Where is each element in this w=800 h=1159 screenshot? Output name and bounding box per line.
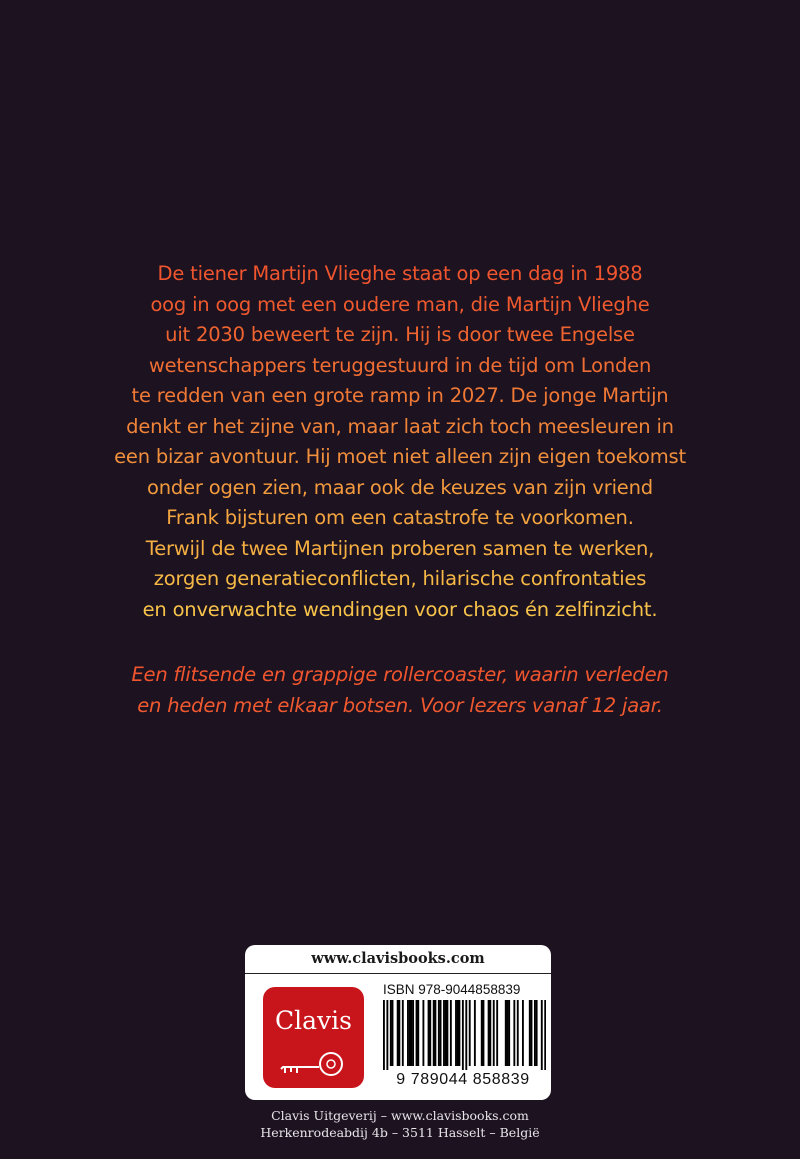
blurb-line: oog in oog met een oudere man, die Martijn Vlieghe: [150, 292, 650, 316]
logo-wordmark: Clavis: [275, 1006, 352, 1035]
barcode-bar: [429, 1000, 431, 1066]
barcode-bar: [455, 1000, 457, 1066]
barcode-bar: [390, 1000, 392, 1066]
barcode-bar: [544, 1000, 546, 1070]
blurb-line: denkt er het zijne van, maar laat zich toch meesleuren in: [126, 414, 674, 438]
barcode-bar: [422, 1000, 424, 1066]
barcode-bar: [488, 1000, 490, 1066]
barcode-bar: [474, 1000, 476, 1066]
barcode-bar: [392, 1000, 394, 1066]
barcode-bar: [489, 1000, 491, 1066]
barcode-bar: [386, 1000, 388, 1070]
blurb-line: wetenschappers teruggestuurd in de tijd om Londen: [148, 353, 652, 377]
barcode-bar: [433, 1000, 435, 1066]
barcode-digits: 9 789044 858839: [396, 1071, 530, 1088]
barcode-bar: [450, 1000, 452, 1066]
barcode-bar: [465, 1000, 467, 1070]
tagline-line: Een flitsende en grappige rollercoaster, waarin verleden: [131, 663, 669, 686]
barcode-bar: [517, 1000, 519, 1066]
barcode-bar: [458, 1000, 460, 1066]
divider: [245, 973, 551, 974]
barcode-bar: [428, 1000, 430, 1066]
blurb-line: een bizar avontuur. Hij moet niet alleen zijn eigen toekomst: [114, 445, 686, 468]
barcode-bar: [417, 1000, 419, 1066]
back-cover-blurb: [0, 259, 800, 625]
blurb-line: zorgen generatieconflicten, hilarische confrontaties: [153, 567, 647, 590]
isbn-label: ISBN 978-9044858839: [383, 982, 521, 997]
barcode-bar: [534, 1000, 536, 1066]
barcode-bar: [507, 1000, 509, 1066]
barcode-bar: [481, 1000, 483, 1066]
blurb-line: De tiener Martijn Vlieghe staat op een dag in 1988: [157, 262, 643, 285]
barcode-bar: [541, 1000, 543, 1070]
barcode-bar: [446, 1000, 448, 1066]
barcode-bar: [513, 1000, 515, 1066]
barcode-bar: [522, 1000, 524, 1066]
barcode-bar: [529, 1000, 531, 1066]
barcode-bar: [397, 1000, 399, 1066]
publisher-website: www.clavisbooks.com: [311, 950, 485, 967]
barcode-bar: [412, 1000, 414, 1066]
barcode-bar: [383, 1000, 385, 1070]
barcode-bar: [443, 1000, 445, 1066]
barcode-bar: [496, 1000, 498, 1066]
barcode-bar: [410, 1000, 412, 1066]
barcode-bar: [508, 1000, 510, 1066]
barcode-bar: [438, 1000, 440, 1066]
clavis-logo: [263, 987, 364, 1088]
publisher-label: [245, 945, 551, 1100]
barcode-bar: [402, 1000, 404, 1066]
blurb-line: uit 2030 beweert te zijn. Hij is door twee Engelse: [165, 323, 635, 346]
barcode-bar: [434, 1000, 436, 1066]
barcode-bar: [409, 1000, 411, 1066]
blurb-line: onder ogen zien, maar ook de keuzes van zijn vriend: [147, 475, 653, 499]
tagline: [0, 659, 800, 721]
key-icon: [279, 1047, 349, 1077]
barcode-bar: [445, 1000, 447, 1066]
barcode-bar: [536, 1000, 538, 1066]
publisher-name-line: Clavis Uitgeverij – www.clavisbooks.com: [271, 1108, 529, 1123]
barcode-bar: [483, 1000, 485, 1066]
barcode-bar: [416, 1000, 418, 1066]
publisher-address-line: Herkenrodeabdij 4b – 3511 Hasselt – België: [260, 1125, 540, 1140]
barcode-bar: [531, 1000, 533, 1066]
blurb-line: te redden van een grote ramp in 2027. De jonge Martijn: [131, 384, 669, 407]
barcode-bar: [457, 1000, 459, 1066]
barcode-bar: [398, 1000, 400, 1066]
barcode-bar: [505, 1000, 507, 1066]
barcode-bar: [440, 1000, 442, 1066]
barcode-bar: [462, 1000, 464, 1070]
barcode-bar: [469, 1000, 471, 1066]
blurb-line: Terwijl de twee Martijnen proberen samen te werken,: [145, 536, 655, 560]
barcode-bar: [407, 1000, 409, 1066]
tagline-line: en heden met elkaar botsen. Voor lezers vanaf 12 jaar.: [137, 694, 663, 717]
blurb-line: Frank bijsturen om een catastrofe te voorkomen.: [166, 506, 634, 529]
barcode-bar: [493, 1000, 495, 1066]
isbn-barcode: [383, 1000, 546, 1070]
blurb-line: en onverwachte wendingen voor chaos én zelfinzicht.: [142, 597, 658, 621]
publisher-address: [0, 1107, 800, 1141]
